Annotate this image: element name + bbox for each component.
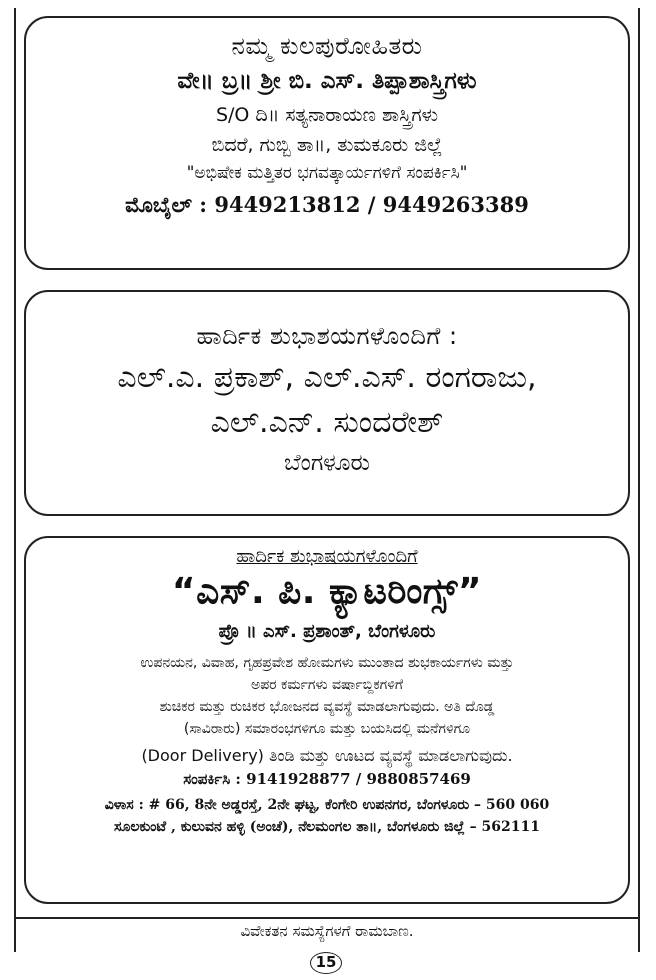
greetings-names-1: ಎಲ್.ಎ. ಪ್ರಕಾಶ್, ಎಲ್.ಎಸ್. ರಂಗರಾಜು, <box>117 360 537 395</box>
footer-tagline: ವಿವೇಕತನ ಸಮಸ್ಯೆಗಳಗೆ ರಾಮಬಾಣ. <box>240 922 414 940</box>
services-line: (ಸಾವಿರಾರು) ಸಮಾರಂಭಗಳಿಗೂ ಮತ್ತು ಬಯಸಿದಲ್ಲಿ ಮನೆಗಳಿಗೂ <box>183 721 471 737</box>
footer-divider <box>14 917 640 919</box>
catering-contact: ಸಂಪರ್ಕಿಸಿ : 9141928877 / 9880857469 <box>183 770 471 788</box>
priest-ad-box <box>24 16 630 270</box>
priest-heading: ನಮ್ಮ ಕುಲಪುರೋಹಿತರು <box>231 32 423 60</box>
services-line: ಉಪನಯನ, ವಿವಾಹ, ಗೃಹಪ್ರವೇಶ ಹೋಮಗಳು ಮುಂತಾದ ಶುಭಕಾರ್ಯಗಳು ಮತ್ತು <box>140 655 514 671</box>
greetings-names-2: ಎಲ್.ಎನ್. ಸುಂದರೇಶ್ <box>210 405 444 440</box>
services-line: ಅಪರ ಕರ್ಮಗಳು ವರ್ಷಾಬ್ದಿಕಗಳಿಗೆ <box>250 677 404 693</box>
catering-ad-box <box>24 536 630 904</box>
catering-greeting: ಹಾರ್ದಿಕ ಶುಭಾಷಯಗಳೊಂದಿಗೆ <box>236 546 418 567</box>
page-number: 15 <box>310 952 342 974</box>
catering-business-name: “ಎಸ್. ಪಿ. ಕ್ಯಾಟರಿಂಗ್ಸ್” <box>171 571 483 612</box>
priest-services: "ಅಭಿಷೇಕ ಮತ್ತಿತರ ಭಗವತ್ಕಾರ್ಯಗಳಿಗೆ ಸಂಪರ್ಕಿಸಿ" <box>186 163 468 183</box>
priest-mobile: ಮೊಬೈಲ್ : 9449213812 / 9449263389 <box>125 192 529 217</box>
greetings-box <box>24 290 630 516</box>
greetings-heading: ಹಾರ್ದಿಕ ಶುಭಾಶಯಗಳೊಂದಿಗೆ : <box>196 322 458 350</box>
catering-address <box>26 794 628 838</box>
catering-services <box>26 652 628 740</box>
priest-parentage: S/O ದಿ॥ ಸತ್ಯನಾರಾಯಣ ಶಾಸ್ತ್ರಿಗಳು <box>215 104 439 126</box>
services-line: ಶುಚಿಕರ ಮತ್ತು ರುಚಿಕರ ಭೋಜನದ ವ್ಯವಸ್ಥೆ ಮಾಡಲಾಗುವುದು. ಅತಿ ದೊಡ್ಡ <box>159 699 495 715</box>
catering-proprietor: ಪ್ರೊ ॥ ಎಸ್. ಪ್ರಶಾಂತ್, ಬೆಂಗಳೂರು <box>218 621 436 642</box>
catering-delivery: (Door Delivery) ತಿಂಡಿ ಮತ್ತು ಊಟದ ವ್ಯವಸ್ಥೆ ಮಾಡಲಾಗುವುದು. <box>141 746 513 765</box>
priest-name: ವೇ॥ ಬ್ರ॥ ಶ್ರೀ ಬಿ. ಎಸ್. ತಿಪ್ಪಾಶಾಸ್ತ್ರಿಗಳು <box>177 68 477 94</box>
greetings-city: ಬೆಂಗಳೂರು <box>284 450 370 476</box>
address-line: ವಿಳಾಸ : # 66, 8ನೇ ಅಡ್ಡರಸ್ತೆ, 2ನೇ ಘಟ್ಟ, ಕೆಂಗೇರಿ ಉಪನಗರ, ಬೆಂಗಳೂರು – 560 060 <box>104 797 550 813</box>
priest-location: ಬಿದರೆ, ಗುಬ್ಬಿ ತಾ॥, ತುಮಕೂರು ಜಿಲ್ಲೆ <box>211 134 443 156</box>
address-line: ಸೂಲಕುಂಟೆ , ಕುಲುವನ ಹಳ್ಳಿ (ಅಂಚೆ), ನೆಲಮಂಗಲ ತಾ॥, ಬೆಂಗಳೂರು ಜಿಲ್ಲೆ – 562111 <box>113 819 541 835</box>
